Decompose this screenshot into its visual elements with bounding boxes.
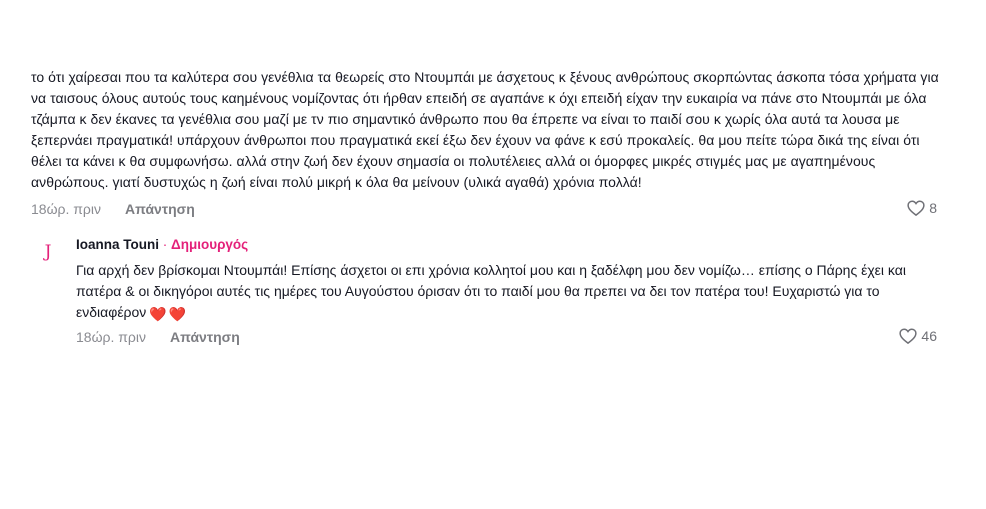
creator-badge: Δημιουργός xyxy=(171,237,249,252)
comment-timestamp: 18ώρ. πριν xyxy=(31,201,101,217)
author-separator: · xyxy=(159,237,171,252)
author-line xyxy=(76,236,946,254)
like-count: 46 xyxy=(921,328,937,344)
reply-timestamp: 18ώρ. πριν xyxy=(76,329,146,345)
like-button[interactable] xyxy=(907,200,937,216)
reply-body xyxy=(76,236,946,348)
reply-button[interactable]: Απάντηση xyxy=(125,201,195,217)
like-button[interactable] xyxy=(899,328,937,344)
comment-item xyxy=(31,67,946,220)
reply-meta xyxy=(76,328,946,348)
comment-text: το ότι χαίρεσαι που τα καλύτερα σου γενέθλια τα θεωρείς στο Ντουμπάι με άσχετους κ ξένους ανθρώπους σκορπώντας άσκοπα τόσα χρήματα για να ταισους όλους αυτούς τους καημένους νομίζοντας ότι ήρθαν επειδή σε αγαπάνε κ όχι επειδή είχαν την ευκαιρία να πάνε στο Ντουμπάι με όλα τζάμπα κ δεν έκανες τα γενέθλια σου μαζί με τν πιο σημαντικό άνθρωπο που θα έπρεπε να είναι το παιδί σου κ χωρίς όλα αυτά τα λουσα με ξεπερνάει πραγματικά! υπάρχουν άνθρωποι που πραγματικά εκεί έξω δεν έχουν να φάνε κ εσύ προκαλείς. θα μου πείτε τώρα δικά της είναι ότι θέλει τα κάνει κ θα συμφωνήσω. αλλά στην ζωή δεν έχουν σημασία οι πολυτέλειες αλλά οι όμορφες μικρές στιγμές μας με αγαπημένους ανθρώπους. γιατί δυστυχώς η ζωή είναι πολύ μικρή κ όλα θα μείνουν (υλικά αγαθά) χρόνια πολλά! xyxy=(31,69,939,190)
comment-meta xyxy=(31,200,946,220)
like-count: 8 xyxy=(929,200,937,216)
heart-outline-icon xyxy=(899,328,917,344)
reply-text-content: Για αρχή δεν βρίσκομαι Ντουμπάι! Επίσης άσχετοι οι επι χρόνια κολλητοί μου και η ξαδέλφη μου δεν νομίζω… επίσης ο Πάρης έχει και πατέρα & οι δικηγόροι αυτές τις ημέρες του Αυγούστου όρισαν ότι το παιδί μου θα πρεπει να δει τον πατέρα του! Ευχαριστώ για το ενδιαφέρον xyxy=(76,262,906,320)
emoji-group xyxy=(149,304,188,325)
red-heart-emoji: ❤️ xyxy=(149,306,167,322)
reply-button[interactable]: Απάντηση xyxy=(170,329,240,345)
avatar[interactable]: J xyxy=(44,242,52,262)
reply-text xyxy=(76,260,946,325)
red-heart-emoji: ❤️ xyxy=(168,306,187,322)
heart-outline-icon xyxy=(907,200,925,216)
author-name[interactable]: Ioanna Touni xyxy=(76,237,159,252)
